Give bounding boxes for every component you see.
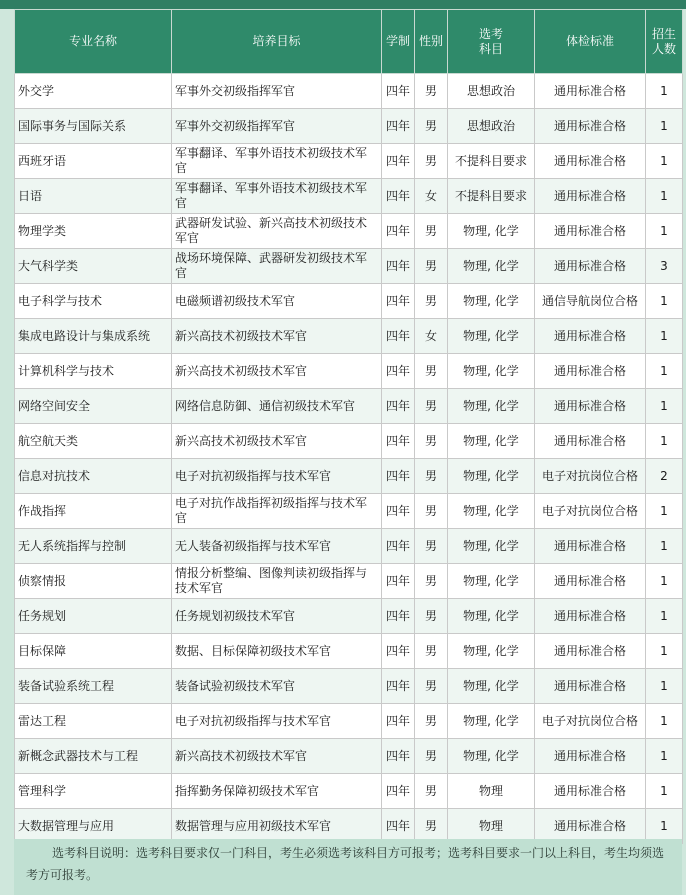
cell-goal: 任务规划初级技术军官 [172, 599, 382, 634]
table-row [15, 389, 683, 424]
cell-subjects: 物理, 化学 [448, 354, 535, 389]
cell-subjects: 物理, 化学 [448, 214, 535, 249]
cell-subjects: 不提科目要求 [448, 179, 535, 214]
cell-quota: 2 [646, 459, 683, 494]
cell-duration: 四年 [382, 809, 415, 844]
cell-quota: 1 [646, 634, 683, 669]
subject-requirement-note: 选考科目说明：选考科目要求仅一门科目，考生必须选考该科目方可报考；选考科目要求一门以上科目，考生均须选考方可报考。 [14, 839, 682, 895]
cell-subjects: 物理, 化学 [448, 319, 535, 354]
header-quota [646, 10, 683, 74]
cell-sex: 男 [415, 214, 448, 249]
table-row [15, 599, 683, 634]
cell-physical: 电子对抗岗位合格 [535, 704, 646, 739]
cell-major: 国际事务与国际关系 [15, 109, 172, 144]
cell-physical: 通用标准合格 [535, 144, 646, 179]
table-row [15, 494, 683, 529]
cell-sex: 男 [415, 249, 448, 284]
cell-goal: 数据管理与应用初级技术军官 [172, 809, 382, 844]
cell-subjects: 物理, 化学 [448, 389, 535, 424]
cell-physical: 通用标准合格 [535, 529, 646, 564]
header-sex: 性别 [415, 10, 448, 74]
cell-sex: 男 [415, 599, 448, 634]
cell-quota: 1 [646, 424, 683, 459]
cell-subjects: 物理, 化学 [448, 459, 535, 494]
cell-subjects: 物理, 化学 [448, 704, 535, 739]
cell-duration: 四年 [382, 599, 415, 634]
table-row [15, 109, 683, 144]
header-goal: 培养目标 [172, 10, 382, 74]
header-quota-line2: 人数 [651, 41, 676, 56]
cell-duration: 四年 [382, 179, 415, 214]
header-duration: 学制 [382, 10, 415, 74]
header-subjects [448, 10, 535, 74]
cell-major: 装备试验系统工程 [15, 669, 172, 704]
cell-goal: 军事外交初级指挥军官 [172, 74, 382, 109]
cell-goal: 电子对抗作战指挥初级指挥与技术军官 [172, 494, 382, 529]
cell-major: 集成电路设计与集成系统 [15, 319, 172, 354]
cell-major: 计算机科学与技术 [15, 354, 172, 389]
table-row [15, 144, 683, 179]
cell-physical: 通用标准合格 [535, 249, 646, 284]
cell-subjects: 物理 [448, 809, 535, 844]
cell-sex: 男 [415, 74, 448, 109]
cell-subjects: 物理, 化学 [448, 564, 535, 599]
cell-goal: 电子对抗初级指挥与技术军官 [172, 459, 382, 494]
cell-physical: 电子对抗岗位合格 [535, 459, 646, 494]
cell-duration: 四年 [382, 144, 415, 179]
cell-duration: 四年 [382, 319, 415, 354]
cell-goal: 电子对抗初级指挥与技术军官 [172, 704, 382, 739]
cell-sex: 男 [415, 739, 448, 774]
cell-physical: 通用标准合格 [535, 214, 646, 249]
cell-duration: 四年 [382, 459, 415, 494]
cell-major: 大数据管理与应用 [15, 809, 172, 844]
cell-major: 大气科学类 [15, 249, 172, 284]
cell-quota: 1 [646, 669, 683, 704]
cell-sex: 男 [415, 669, 448, 704]
cell-goal: 网络信息防御、通信初级技术军官 [172, 389, 382, 424]
cell-quota: 1 [646, 179, 683, 214]
table-row [15, 704, 683, 739]
cell-goal: 电磁频谱初级技术军官 [172, 284, 382, 319]
cell-quota: 1 [646, 774, 683, 809]
cell-physical: 通用标准合格 [535, 669, 646, 704]
cell-physical: 通用标准合格 [535, 739, 646, 774]
cell-subjects: 物理, 化学 [448, 284, 535, 319]
cell-goal: 装备试验初级技术军官 [172, 669, 382, 704]
cell-quota: 1 [646, 529, 683, 564]
cell-physical: 通用标准合格 [535, 564, 646, 599]
table-row [15, 249, 683, 284]
cell-major: 目标保障 [15, 634, 172, 669]
table-row [15, 634, 683, 669]
cell-quota: 1 [646, 809, 683, 844]
cell-subjects: 物理, 化学 [448, 249, 535, 284]
header-subjects-line1: 选考 [478, 26, 503, 41]
cell-subjects: 物理 [448, 774, 535, 809]
cell-subjects: 物理, 化学 [448, 529, 535, 564]
cell-goal: 军事外交初级指挥军官 [172, 109, 382, 144]
cell-duration: 四年 [382, 634, 415, 669]
cell-goal: 情报分析整编、图像判读初级指挥与技术军官 [172, 564, 382, 599]
table-header-row [15, 10, 683, 74]
table-row [15, 319, 683, 354]
cell-quota: 3 [646, 249, 683, 284]
cell-major: 日语 [15, 179, 172, 214]
cell-physical: 通信导航岗位合格 [535, 284, 646, 319]
cell-major: 任务规划 [15, 599, 172, 634]
cell-quota: 1 [646, 214, 683, 249]
cell-subjects: 物理, 化学 [448, 669, 535, 704]
top-banner-strip [0, 0, 686, 9]
cell-major: 新概念武器技术与工程 [15, 739, 172, 774]
cell-physical: 通用标准合格 [535, 809, 646, 844]
cell-sex: 男 [415, 774, 448, 809]
cell-sex: 男 [415, 634, 448, 669]
cell-duration: 四年 [382, 249, 415, 284]
cell-duration: 四年 [382, 704, 415, 739]
cell-sex: 男 [415, 459, 448, 494]
cell-sex: 男 [415, 809, 448, 844]
cell-goal: 指挥勤务保障初级技术军官 [172, 774, 382, 809]
cell-quota: 1 [646, 144, 683, 179]
cell-major: 作战指挥 [15, 494, 172, 529]
cell-major: 物理学类 [15, 214, 172, 249]
cell-sex: 女 [415, 179, 448, 214]
cell-subjects: 思想政治 [448, 109, 535, 144]
cell-duration: 四年 [382, 284, 415, 319]
cell-quota: 1 [646, 109, 683, 144]
cell-major: 无人系统指挥与控制 [15, 529, 172, 564]
cell-sex: 男 [415, 704, 448, 739]
cell-subjects: 物理, 化学 [448, 739, 535, 774]
cell-goal: 无人装备初级指挥与技术军官 [172, 529, 382, 564]
cell-duration: 四年 [382, 494, 415, 529]
cell-physical: 通用标准合格 [535, 599, 646, 634]
cell-physical: 通用标准合格 [535, 74, 646, 109]
table-row [15, 284, 683, 319]
cell-sex: 男 [415, 144, 448, 179]
cell-subjects: 物理, 化学 [448, 494, 535, 529]
cell-duration: 四年 [382, 529, 415, 564]
cell-goal: 数据、目标保障初级技术军官 [172, 634, 382, 669]
cell-quota: 1 [646, 284, 683, 319]
cell-duration: 四年 [382, 109, 415, 144]
cell-duration: 四年 [382, 424, 415, 459]
cell-duration: 四年 [382, 389, 415, 424]
cell-major: 侦察情报 [15, 564, 172, 599]
cell-major: 航空航天类 [15, 424, 172, 459]
cell-major: 信息对抗技术 [15, 459, 172, 494]
cell-goal: 武器研发试验、新兴高技术初级技术军官 [172, 214, 382, 249]
header-physical: 体检标准 [535, 10, 646, 74]
cell-duration: 四年 [382, 214, 415, 249]
cell-physical: 通用标准合格 [535, 179, 646, 214]
cell-physical: 电子对抗岗位合格 [535, 494, 646, 529]
table-row [15, 529, 683, 564]
table-row [15, 739, 683, 774]
cell-subjects: 物理, 化学 [448, 424, 535, 459]
table-row [15, 214, 683, 249]
cell-quota: 1 [646, 389, 683, 424]
cell-major: 管理科学 [15, 774, 172, 809]
cell-quota: 1 [646, 319, 683, 354]
cell-goal: 军事翻译、军事外语技术初级技术军官 [172, 144, 382, 179]
table-row [15, 669, 683, 704]
cell-sex: 男 [415, 109, 448, 144]
cell-sex: 男 [415, 529, 448, 564]
cell-quota: 1 [646, 739, 683, 774]
cell-duration: 四年 [382, 564, 415, 599]
cell-quota: 1 [646, 74, 683, 109]
cell-major: 雷达工程 [15, 704, 172, 739]
cell-goal: 新兴高技术初级技术军官 [172, 739, 382, 774]
cell-duration: 四年 [382, 739, 415, 774]
cell-duration: 四年 [382, 354, 415, 389]
table-row [15, 774, 683, 809]
cell-physical: 通用标准合格 [535, 319, 646, 354]
cell-major: 网络空间安全 [15, 389, 172, 424]
cell-physical: 通用标准合格 [535, 634, 646, 669]
table-row [15, 179, 683, 214]
cell-sex: 男 [415, 389, 448, 424]
cell-quota: 1 [646, 354, 683, 389]
cell-goal: 战场环境保障、武器研发初级技术军官 [172, 249, 382, 284]
cell-quota: 1 [646, 564, 683, 599]
header-major: 专业名称 [15, 10, 172, 74]
table-row [15, 424, 683, 459]
cell-duration: 四年 [382, 774, 415, 809]
cell-physical: 通用标准合格 [535, 424, 646, 459]
cell-physical: 通用标准合格 [535, 354, 646, 389]
cell-duration: 四年 [382, 669, 415, 704]
cell-quota: 1 [646, 599, 683, 634]
cell-sex: 男 [415, 494, 448, 529]
table-body [15, 74, 683, 844]
cell-quota: 1 [646, 494, 683, 529]
cell-physical: 通用标准合格 [535, 109, 646, 144]
table-row [15, 74, 683, 109]
header-subjects-line2: 科目 [478, 41, 503, 56]
cell-subjects: 思想政治 [448, 74, 535, 109]
cell-goal: 新兴高技术初级技术军官 [172, 354, 382, 389]
cell-physical: 通用标准合格 [535, 389, 646, 424]
table-row [15, 354, 683, 389]
cell-quota: 1 [646, 704, 683, 739]
cell-physical: 通用标准合格 [535, 774, 646, 809]
cell-major: 外交学 [15, 74, 172, 109]
cell-goal: 新兴高技术初级技术军官 [172, 319, 382, 354]
cell-sex: 男 [415, 564, 448, 599]
cell-sex: 女 [415, 319, 448, 354]
cell-duration: 四年 [382, 74, 415, 109]
table-row [15, 459, 683, 494]
cell-subjects: 物理, 化学 [448, 599, 535, 634]
cell-sex: 男 [415, 424, 448, 459]
header-quota-line1: 招生 [651, 26, 676, 41]
cell-sex: 男 [415, 354, 448, 389]
cell-sex: 男 [415, 284, 448, 319]
admissions-table [14, 9, 683, 844]
table-row [15, 564, 683, 599]
cell-major: 电子科学与技术 [15, 284, 172, 319]
cell-goal: 军事翻译、军事外语技术初级技术军官 [172, 179, 382, 214]
cell-subjects: 不提科目要求 [448, 144, 535, 179]
cell-major: 西班牙语 [15, 144, 172, 179]
cell-subjects: 物理, 化学 [448, 634, 535, 669]
cell-goal: 新兴高技术初级技术军官 [172, 424, 382, 459]
